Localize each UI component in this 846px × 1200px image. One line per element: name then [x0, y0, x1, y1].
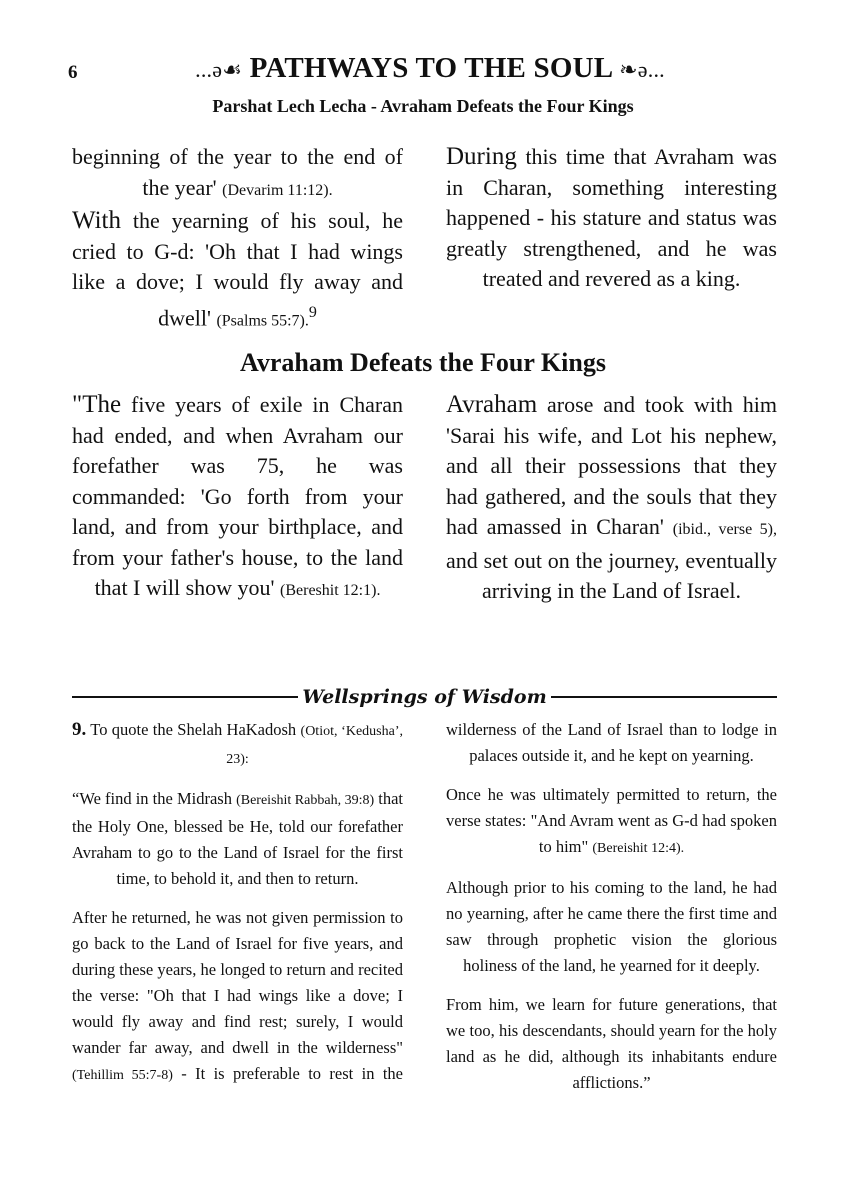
section-heading: Avraham Defeats the Four Kings [240, 348, 606, 377]
footnote-left-column [72, 717, 403, 1102]
lead-word: With [72, 207, 121, 234]
text: arose and took with him 'Sarai his wife, and Lot his nephew, and all their possessions that they had gathered, and the souls that they had amassed in Charan' [446, 392, 777, 539]
footnote-ref: 9 [308, 303, 317, 321]
text: “We find in the Midrash [72, 789, 232, 808]
intro-right-column [446, 142, 777, 295]
lead-word: During [446, 143, 517, 170]
divider-line [551, 696, 777, 698]
footnote-number: 9. [72, 719, 87, 740]
footnote-paragraph [72, 786, 403, 892]
text: and set out on the journey, eventually arriving in the Land of Israel. [446, 547, 777, 603]
citation: (Bereshit 12:1). [280, 582, 381, 599]
footnote-paragraph: Although prior to his coming to the land, he had no yearning, after he came there the first time and saw through prophetic vision the glorious holiness of the land, he yearned for it deeply. [446, 878, 777, 975]
footnote-paragraph: From him, we learn for future generations, that we too, his descendants, should yearn for the holy land as he did, although its inhabitants endure afflictions.” [446, 995, 777, 1092]
chapter-subtitle: Parshat Lech Lecha - Avraham Defeats the Four Kings [212, 96, 634, 116]
lead-word: Avraham [446, 391, 538, 418]
footnote-paragraph: wilderness of the Land of Israel than to lodge in palaces outside it, and he kept on yearning. [446, 720, 777, 765]
divider-label: Wellsprings of Wisdom [302, 686, 547, 708]
footnote-right-column [446, 717, 777, 1109]
text: - It is preferable to rest in the [181, 1064, 404, 1083]
ornament-right-icon: ❧ə... [619, 57, 665, 82]
paragraph [72, 142, 403, 206]
running-title [130, 52, 730, 85]
ornament-left-icon: ...ə☙ [195, 57, 243, 82]
divider-line [72, 696, 298, 698]
text: Once he was ultimately permitted to return, the verse states: "And Avram went as G-d had spoken to him" [446, 785, 777, 856]
citation: (Bereishit 12:4). [592, 841, 685, 856]
section-right-column [446, 390, 777, 607]
footnote-paragraph [72, 905, 403, 1089]
citation: (Devarim 11:12). [222, 181, 333, 199]
paragraph [72, 206, 403, 336]
text: this time that Avraham was in Charan, something interesting happened - his stature and status was greatly strengthened, and he was treated and revered as a king. [446, 144, 777, 291]
footnote-paragraph [72, 717, 403, 773]
citation: (ibid., verse 5), [672, 521, 777, 538]
citation: (Otiot, ‘Kedusha’, 23): [226, 724, 403, 767]
paragraph [446, 142, 777, 295]
text: After he returned, he was not given permission to go back to the Land of Israel for five years, and during these years, he longed to return and recited the verse: "Oh that I had wings like a dove; I would fly away and find rest; surely, I would wander far away, and dwell in the wilderness" [72, 908, 403, 1057]
section-left-column [72, 390, 403, 607]
citation: (Tehillim 55:7-8) [72, 1068, 173, 1083]
footnote-paragraph [446, 782, 777, 862]
wellsprings-divider [72, 686, 777, 708]
text: To quote the Shelah HaKadosh [86, 720, 297, 739]
lead-word: "The [72, 391, 122, 418]
text: beginning of the year to the end of the year' [72, 144, 403, 200]
paragraph [446, 390, 777, 607]
citation: (Psalms 55:7). [216, 311, 309, 329]
intro-left-column [72, 142, 403, 336]
citation: (Bereishit Rabbah, 39:8) [236, 793, 375, 808]
text: five years of exile in Charan had ended, and when Avraham our forefather was 75, he was commanded: 'Go forth from your land, and from your birthplace, and from your father's house, to the land that I will show you' [72, 392, 403, 600]
paragraph [72, 390, 403, 607]
text: that the Holy One, blessed be He, told our forefather Avraham to go to the Land of Israel for the first time, to behold it, and then to return. [72, 789, 403, 888]
text: the yearning of his soul, he cried to G-d: 'Oh that I had wings like a dove; I would fly away and dwell' [72, 208, 403, 330]
book-title: PATHWAYS TO THE SOUL [249, 52, 612, 84]
page-number: 6 [68, 62, 78, 83]
